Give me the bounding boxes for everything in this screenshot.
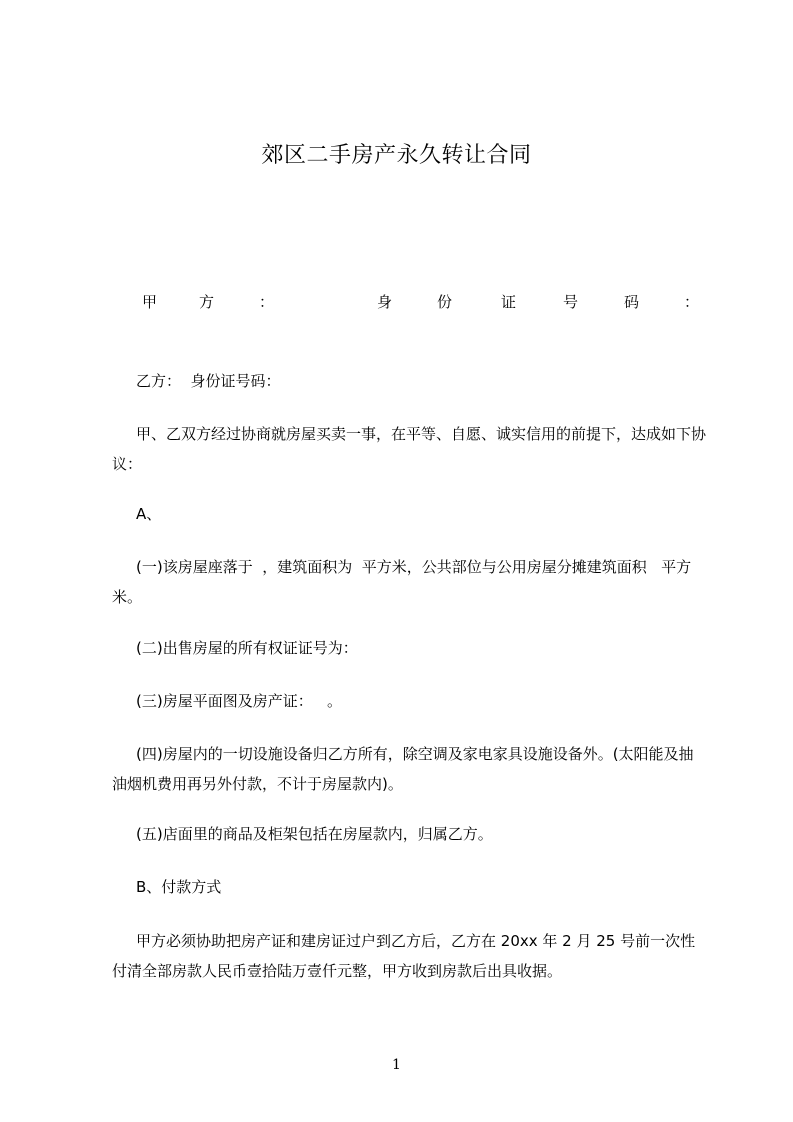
party-a-char: ：	[684, 293, 700, 311]
intro-paragraph: 甲、乙双方经过协商就房屋买卖一事，在平等、自愿、诚实信用的前提下，达成如下协议：	[112, 425, 707, 473]
clause-1: (一)该房屋座落于 ，建筑面积为 平方米，公共部位与公用房屋分摊建筑面积 平方米。	[112, 558, 692, 606]
page-number: 1	[392, 1057, 401, 1073]
section-a-heading: A、	[136, 505, 162, 523]
party-b-line: 乙方： 身份证号码：	[136, 372, 281, 390]
party-a-char: 份	[437, 293, 453, 311]
clause-4: (四)房屋内的一切设施设备归乙方所有，除空调及家电家具设施设备外。(太阳能及抽油烟机费用再另外付款，不计于房屋款内)。	[112, 745, 694, 793]
party-a-char: 甲	[142, 293, 158, 311]
clause-5: (五)店面里的商品及柜架包括在房屋款内，归属乙方。	[136, 825, 493, 843]
party-a-char: 方	[199, 293, 215, 311]
party-a-line	[138, 290, 700, 314]
party-a-char: 身	[377, 293, 393, 311]
clause-2: (二)出售房屋的所有权证证号为：	[136, 639, 358, 657]
clause-3: (三)房屋平面图及房产证： 。	[136, 692, 343, 710]
party-a-char: 码	[624, 293, 640, 311]
party-a-char: 号	[563, 293, 579, 311]
section-b-heading: B、付款方式	[136, 878, 222, 896]
party-a-char: 证	[501, 293, 517, 311]
document-title: 郊区二手房产永久转让合同	[261, 143, 532, 168]
party-a-char: ：	[259, 293, 275, 311]
payment-paragraph: 甲方必须协助把房产证和建房证过户到乙方后，乙方在 20xx 年 2 月 25 号前一次性付清全部房款人民币壹拾陆万壹仟元整，甲方收到房款后出具收据。	[112, 932, 696, 980]
